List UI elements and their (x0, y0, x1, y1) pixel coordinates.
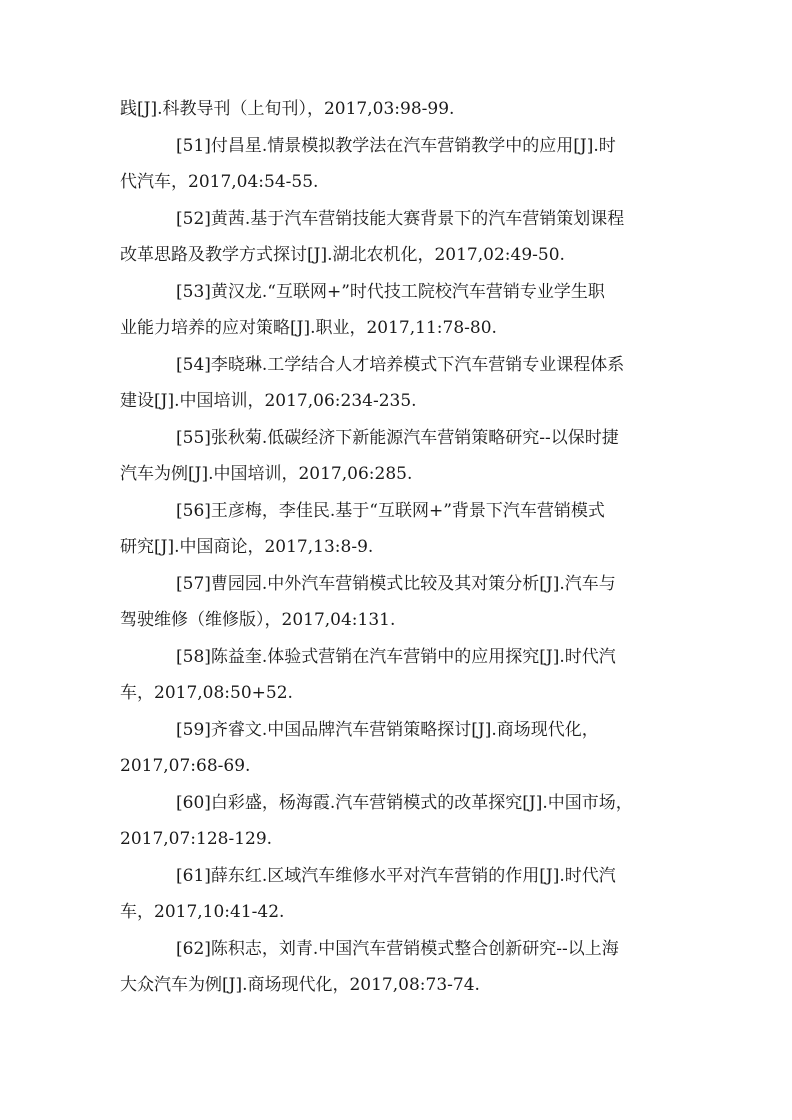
reference-line: 代汽车，2017,04:54-55. (120, 172, 319, 192)
reference-line: [57]曹园园.中外汽车营销模式比较及其对策分析[J].汽车与 (176, 573, 616, 594)
reference-line: 汽车为例[J].中国培训，2017,06:285. (120, 464, 413, 484)
reference-line: 建设[J].中国培训，2017,06:234-235. (120, 391, 417, 411)
reference-line: 研究[J].中国商论，2017,13:8-9. (120, 537, 374, 557)
reference-line: 2017,07:68-69. (120, 756, 251, 776)
reference-line: 车，2017,08:50+52. (120, 683, 293, 703)
reference-line: [51]付昌星.情景模拟教学法在汽车营销教学中的应用[J].时 (176, 135, 616, 156)
reference-line: [56]王彦梅，李佳民.基于“互联网+”背景下汽车营销模式 (176, 500, 605, 521)
reference-line: [58]陈益奎.体验式营销在汽车营销中的应用探究[J].时代汽 (176, 646, 616, 667)
reference-line: 车，2017,10:41-42. (120, 902, 285, 922)
reference-line: 践[J].科教导刊（上旬刊），2017,03:98-99. (120, 99, 455, 119)
reference-line: 业能力培养的应对策略[J].职业，2017,11:78-80. (120, 318, 497, 338)
reference-line: [53]黄汉龙.“互联网+”时代技工院校汽车营销专业学生职 (176, 281, 605, 302)
reference-line: [54]李晓琳.工学结合人才培养模式下汽车营销专业课程体系 (176, 354, 625, 375)
reference-line: [52]黄茜.基于汽车营销技能大赛背景下的汽车营销策划课程 (176, 208, 625, 229)
reference-list (120, 91, 680, 1004)
reference-line: 改革思路及教学方式探讨[J].湖北农机化，2017,02:49-50. (120, 245, 565, 265)
reference-line: [61]薛东红.区域汽车维修水平对汽车营销的作用[J].时代汽 (176, 865, 616, 886)
reference-line: 2017,07:128-129. (120, 829, 273, 849)
reference-line: [55]张秋菊.低碳经济下新能源汽车营销策略研究--以保时捷 (176, 427, 619, 448)
reference-line: 驾驶维修（维修版），2017,04:131. (120, 610, 396, 630)
reference-line: [60]白彩盛，杨海霞.汽车营销模式的改革探究[J].中国市场， (176, 792, 633, 813)
reference-line: 大众汽车为例[J].商场现代化，2017,08:73-74. (120, 975, 480, 995)
reference-line: [59]齐睿文.中国品牌汽车营销策略探讨[J].商场现代化， (176, 719, 599, 740)
reference-line: [62]陈积志，刘青.中国汽车营销模式整合创新研究--以上海 (176, 938, 619, 959)
